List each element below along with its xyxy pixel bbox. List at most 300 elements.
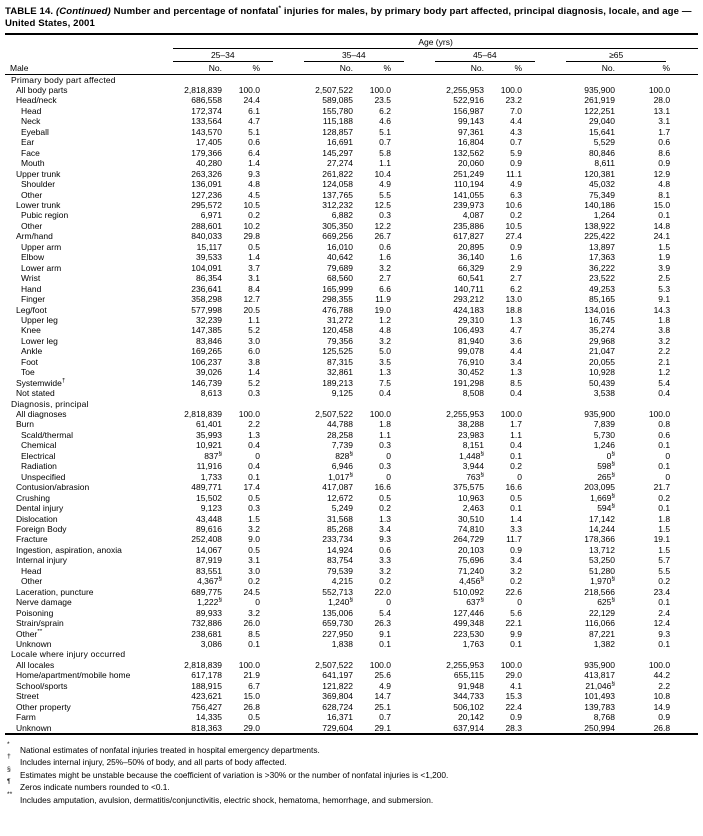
count-cell: 4,456§ xyxy=(459,576,484,587)
table-row xyxy=(5,357,698,367)
footnote-star-ref: * xyxy=(278,4,282,12)
count-cell: 16,010 xyxy=(327,241,353,252)
count-cell: 2,818,839 xyxy=(184,659,222,670)
count-cell: 31,272 xyxy=(327,314,353,325)
pct-cell: 100.0 xyxy=(648,84,671,95)
row-label: Burn xyxy=(16,419,34,430)
count-cell: 763§ xyxy=(466,471,484,482)
count-cell: 76,910 xyxy=(458,356,484,367)
pct-cell: 4.8 xyxy=(379,325,391,336)
count-cell: 39,026 xyxy=(196,367,222,378)
table-row xyxy=(5,702,698,712)
pct-cell: 0.2 xyxy=(658,492,671,503)
count-cell: 935,900 xyxy=(584,84,615,95)
count-cell: 2,507,522 xyxy=(315,84,353,95)
pct-cell: 0.1 xyxy=(658,440,671,451)
count-cell: 15,641 xyxy=(589,126,615,137)
count-cell: 818,363 xyxy=(191,722,222,733)
count-cell: 140,711 xyxy=(453,283,484,294)
count-cell: 110,194 xyxy=(453,179,484,190)
pct-cell: 11.1 xyxy=(506,168,522,179)
pct-cell: 13.0 xyxy=(505,294,522,305)
pct-cell: 12.5 xyxy=(374,199,391,210)
pct-cell: 0 xyxy=(386,471,391,482)
pct-cell: 0.9 xyxy=(658,712,671,723)
pct-cell: 4.3 xyxy=(510,126,522,137)
count-cell: 133,564 xyxy=(191,116,222,127)
pct-cell: 0.5 xyxy=(379,492,391,503)
count-cell: 79,539 xyxy=(327,565,353,576)
count-cell: 30,510 xyxy=(458,513,484,524)
pct-cell: 100.0 xyxy=(238,409,260,420)
pct-cell: 0.1 xyxy=(658,597,671,608)
pct-cell: 10.4 xyxy=(374,168,391,179)
pct-cell: 0.9 xyxy=(658,158,671,169)
pct-cell: 0.2 xyxy=(379,503,391,514)
pct-cell: 5.5 xyxy=(379,189,391,200)
row-label: Dental injury xyxy=(16,503,64,514)
count-cell: 358,298 xyxy=(191,294,222,305)
pct-cell: 8.5 xyxy=(510,377,522,388)
row-label: Lower arm xyxy=(21,262,62,273)
table-row xyxy=(5,482,698,492)
pct-cell: 100.0 xyxy=(369,659,391,670)
pct-cell: 27.4 xyxy=(505,231,522,242)
count-cell: 14,335 xyxy=(196,712,222,723)
pct-cell: 1.5 xyxy=(248,513,260,524)
row-label: Leg/foot xyxy=(16,304,47,315)
pct-cell: 0.3 xyxy=(379,210,391,221)
pct-cell: 2.1 xyxy=(658,356,671,367)
count-cell: 21,047 xyxy=(589,346,615,357)
pct-cell: 0 xyxy=(255,597,260,608)
pct-cell: 5.7 xyxy=(658,555,671,566)
pct-cell: 26.7 xyxy=(374,231,391,242)
count-cell: 125,525 xyxy=(322,346,353,357)
table-row xyxy=(5,158,698,168)
pct-cell: 2.7 xyxy=(379,273,391,284)
count-cell: 45,032 xyxy=(589,179,615,190)
table-row xyxy=(5,273,698,283)
pct-cell: 100.0 xyxy=(500,659,522,670)
pct-cell: 0.1 xyxy=(658,639,671,649)
table-row xyxy=(5,440,698,450)
count-cell: 35,993 xyxy=(196,429,222,440)
count-cell: 251,249 xyxy=(453,168,484,179)
count-cell: 51,280 xyxy=(589,565,615,576)
count-cell: 15,502 xyxy=(196,492,222,503)
pct-cell: 2.2 xyxy=(658,346,671,357)
table-row xyxy=(5,388,698,398)
pct-cell: 3.2 xyxy=(248,607,260,618)
pct-cell: 0.5 xyxy=(248,492,260,503)
pct-cell: 4.9 xyxy=(379,680,391,691)
table-row xyxy=(5,712,698,722)
pct-cell: 1.4 xyxy=(248,158,260,169)
pct-cell: 0.2 xyxy=(379,576,391,587)
pct-cell: 0.1 xyxy=(379,639,391,649)
row-label: Unknown xyxy=(16,722,52,733)
count-cell: 1,970§ xyxy=(590,576,615,587)
count-cell: 27,274 xyxy=(327,158,353,169)
row-label: Hand xyxy=(21,283,42,294)
count-cell: 2,255,953 xyxy=(446,659,484,670)
count-cell: 124,058 xyxy=(322,179,353,190)
pct-cell: 8.6 xyxy=(658,147,671,158)
pct-cell: 28.3 xyxy=(505,722,522,733)
count-cell: 23,522 xyxy=(589,273,615,284)
count-cell: 2,255,953 xyxy=(446,84,484,95)
pct-cell: 1.8 xyxy=(658,513,671,524)
count-cell: 191,298 xyxy=(453,377,484,388)
pct-cell: 0.4 xyxy=(248,440,260,451)
pct-cell: 0.7 xyxy=(379,712,391,723)
pct-cell: 18.8 xyxy=(505,304,522,315)
count-cell: 29,310 xyxy=(458,314,484,325)
pct-cell: 12.9 xyxy=(653,168,671,179)
pct-cell: 0 xyxy=(665,450,671,461)
row-label: Neck xyxy=(21,116,41,127)
row-label: Arm/hand xyxy=(16,231,53,242)
pct-cell: 3.0 xyxy=(248,335,260,346)
count-cell: 6,971 xyxy=(200,210,222,221)
pct-cell: 4.1 xyxy=(510,680,522,691)
count-cell: 66,329 xyxy=(458,262,484,273)
title-text-rest: injuries for males, by primary body part affected, principal diagnosis, locale, and age — United States, 2001 xyxy=(5,6,692,30)
pct-cell: 5.1 xyxy=(379,126,391,137)
footnote: † Includes internal injury, 25%–50% of body, and all parts of body affected. xyxy=(7,753,287,768)
count-cell: 140,186 xyxy=(584,199,615,210)
pct-cell: 0.6 xyxy=(658,137,671,148)
count-cell: 128,857 xyxy=(322,126,353,137)
table-row xyxy=(5,576,698,586)
count-cell: 577,998 xyxy=(191,304,222,315)
count-cell: 1,017§ xyxy=(328,471,353,482)
count-cell: 476,788 xyxy=(322,304,353,315)
row-label: Lower trunk xyxy=(16,199,61,210)
count-cell: 137,765 xyxy=(322,189,353,200)
pct-cell: 1.5 xyxy=(658,241,671,252)
pct-cell: 0.6 xyxy=(248,137,260,148)
pct-cell: 3.1 xyxy=(248,555,260,566)
pct-cell: 11.9 xyxy=(375,294,391,305)
table-row xyxy=(5,315,698,325)
pct-cell: 0 xyxy=(386,450,391,461)
count-cell: 17,142 xyxy=(589,513,615,524)
count-cell: 424,183 xyxy=(453,304,484,315)
pct-cell: 4.9 xyxy=(510,179,522,190)
row-label: Toe xyxy=(21,367,35,378)
row-label: Poisoning xyxy=(16,607,54,618)
count-cell: 840,033 xyxy=(191,231,222,242)
count-cell: 659,730 xyxy=(322,618,353,629)
pct-cell: 1.8 xyxy=(658,314,671,325)
pct-cell: 5.1 xyxy=(248,126,260,137)
pct-cell: 0.9 xyxy=(510,158,522,169)
pct-cell: 1.1 xyxy=(379,429,391,440)
pct-cell: 24.5 xyxy=(243,586,260,597)
row-label: All diagnoses xyxy=(16,409,67,420)
pct-cell: 3.8 xyxy=(658,325,671,336)
count-cell: 71,240 xyxy=(458,565,484,576)
row-label: Fracture xyxy=(16,534,48,545)
count-cell: 75,349 xyxy=(589,189,615,200)
pct-cell: 0.9 xyxy=(510,712,522,723)
pct-cell: 1.7 xyxy=(658,126,671,137)
footnote: ¶ Zeros indicate numbers rounded to <0.1. xyxy=(7,778,170,793)
pct-cell: 1.5 xyxy=(658,544,671,555)
count-cell: 1,448§ xyxy=(459,450,484,461)
count-cell: 169,265 xyxy=(191,346,222,357)
count-cell: 85,268 xyxy=(327,524,353,535)
table-row xyxy=(5,221,698,231)
pct-cell: 3.8 xyxy=(248,356,260,367)
row-label: Radiation xyxy=(21,461,57,472)
count-cell: 85,165 xyxy=(589,294,615,305)
count-cell: 74,810 xyxy=(458,524,484,535)
pct-cell: 6.0 xyxy=(248,346,260,357)
count-cell: 121,822 xyxy=(322,680,353,691)
pct-cell: 5.5 xyxy=(658,565,671,576)
pct-cell: 0.5 xyxy=(248,241,260,252)
count-cell: 489,771 xyxy=(191,482,222,493)
pct-cell: 0.2 xyxy=(510,210,522,221)
row-label: Nerve damage xyxy=(16,597,72,608)
count-cell: 172,374 xyxy=(191,105,222,116)
pct-cell: 2.2 xyxy=(248,419,260,430)
pct-cell: 1.1 xyxy=(379,158,391,169)
count-cell: 8,508 xyxy=(462,388,484,399)
count-cell: 101,493 xyxy=(584,691,615,702)
count-cell: 732,886 xyxy=(191,618,222,629)
pct-cell: 5.0 xyxy=(379,346,391,357)
pct-cell: 100.0 xyxy=(238,84,260,95)
count-cell: 106,237 xyxy=(191,356,222,367)
count-cell: 261,822 xyxy=(322,168,353,179)
table-row xyxy=(5,660,698,670)
row-label: Upper arm xyxy=(21,241,62,252)
row-label: Dislocation xyxy=(16,513,58,524)
table-row xyxy=(5,116,698,126)
footnote: § Estimates might be unstable because the coefficient of variation is >30% or the number of nonfatal injuries is <1,200. xyxy=(7,765,449,780)
pct-cell: 29.8 xyxy=(243,231,260,242)
pct-cell: 1.9 xyxy=(658,252,671,263)
count-cell: 49,253 xyxy=(589,283,615,294)
pct-cell: 22.1 xyxy=(505,618,522,629)
count-cell: 298,355 xyxy=(322,294,353,305)
pct-cell: 0.4 xyxy=(379,388,391,399)
row-label: Face xyxy=(21,147,40,158)
row-label: Laceration, puncture xyxy=(16,586,94,597)
count-cell: 86,354 xyxy=(196,273,222,284)
statistics-table xyxy=(5,36,698,736)
count-cell: 20,055 xyxy=(589,356,615,367)
count-cell: 3,086 xyxy=(200,639,222,649)
pct-cell: 8.4 xyxy=(248,283,260,294)
row-label: Head xyxy=(21,565,42,576)
no-column-header: No. xyxy=(435,62,490,75)
pct-cell: 10.5 xyxy=(243,199,260,210)
pct-cell: 5.2 xyxy=(248,325,260,336)
count-cell: 75,696 xyxy=(458,555,484,566)
pct-cell: 4.4 xyxy=(510,346,522,357)
count-cell: 132,562 xyxy=(453,147,484,158)
table-row xyxy=(5,691,698,701)
pct-cell: 4.4 xyxy=(510,116,522,127)
pct-cell: 5.4 xyxy=(658,377,671,388)
spacer-cell xyxy=(5,48,173,62)
pct-cell: 4.5 xyxy=(248,189,260,200)
count-cell: 104,091 xyxy=(191,262,222,273)
pct-cell: 1.4 xyxy=(248,367,260,378)
count-cell: 17,405 xyxy=(196,137,222,148)
pct-cell: 15.3 xyxy=(505,691,522,702)
pct-cell: 3.2 xyxy=(658,335,671,346)
pct-cell: 0.1 xyxy=(510,639,522,649)
pct-cell: 0.9 xyxy=(510,241,522,252)
table-title xyxy=(5,6,698,35)
pct-cell: 3.3 xyxy=(379,555,391,566)
pct-cell: 0.2 xyxy=(658,576,671,587)
count-cell: 238,681 xyxy=(191,628,222,639)
pct-cell: 0.6 xyxy=(379,544,391,555)
table-row xyxy=(5,587,698,597)
pct-cell: 1.6 xyxy=(510,252,522,263)
count-cell: 179,366 xyxy=(191,147,222,158)
pct-cell: 1.5 xyxy=(658,524,671,535)
pct-cell: 100.0 xyxy=(500,409,522,420)
count-cell: 344,733 xyxy=(453,691,484,702)
count-cell: 641,197 xyxy=(322,670,353,681)
pct-cell: 3.2 xyxy=(248,524,260,535)
pct-cell: 3.2 xyxy=(379,565,391,576)
pct-cell: 4.6 xyxy=(379,116,391,127)
count-cell: 935,900 xyxy=(584,659,615,670)
count-cell: 655,115 xyxy=(453,670,484,681)
count-cell: 625§ xyxy=(597,597,615,608)
count-cell: 417,087 xyxy=(322,482,353,493)
count-cell: 9,125 xyxy=(331,388,353,399)
table-row xyxy=(5,524,698,534)
row-label: Systemwide† xyxy=(16,377,66,388)
pct-cell: 0.1 xyxy=(658,503,671,514)
count-cell: 689,775 xyxy=(191,586,222,597)
pct-cell: 26.0 xyxy=(243,618,260,629)
pct-cell: 2.5 xyxy=(658,273,671,284)
pct-cell: 25.6 xyxy=(374,670,391,681)
count-cell: 598§ xyxy=(597,461,615,472)
table-row xyxy=(5,231,698,241)
count-cell: 115,188 xyxy=(322,116,353,127)
count-cell: 8,613 xyxy=(200,388,222,399)
count-cell: 1,669§ xyxy=(590,492,615,503)
count-cell: 1,240§ xyxy=(328,597,353,608)
pct-cell: 4.8 xyxy=(248,179,260,190)
count-cell: 81,940 xyxy=(458,335,484,346)
pct-cell: 3.4 xyxy=(510,555,522,566)
row-label: Head/neck xyxy=(16,95,57,106)
count-cell: 15,117 xyxy=(196,241,222,252)
pct-cell: 6.2 xyxy=(510,283,522,294)
count-cell: 2,507,522 xyxy=(315,409,353,420)
table-row xyxy=(5,545,698,555)
section-row xyxy=(5,74,698,85)
pct-cell: 12.7 xyxy=(243,294,260,305)
pct-cell: 15.0 xyxy=(653,199,671,210)
pct-cell: 0.5 xyxy=(248,712,260,723)
pct-cell: 0.8 xyxy=(658,419,671,430)
pct-cell: 0.6 xyxy=(658,429,671,440)
table-row xyxy=(5,723,698,734)
count-cell: 756,427 xyxy=(191,701,222,712)
pct-cell: 1.3 xyxy=(379,513,391,524)
age-group-65-plus: ≥65 xyxy=(566,48,698,62)
pct-cell: 0.1 xyxy=(510,450,522,461)
pct-cell: 9.1 xyxy=(658,294,671,305)
count-cell: 7,739 xyxy=(331,440,353,451)
pct-cell: 14.9 xyxy=(653,701,671,712)
table-row xyxy=(5,106,698,116)
table-row xyxy=(5,670,698,680)
table-row xyxy=(5,461,698,471)
count-cell: 122,251 xyxy=(584,105,615,116)
pct-cell: 20.5 xyxy=(243,304,260,315)
count-cell: 32,861 xyxy=(327,367,353,378)
pct-cell: 22.4 xyxy=(505,701,522,712)
count-cell: 4,087 xyxy=(462,210,484,221)
pct-cell: 3.0 xyxy=(248,565,260,576)
pct-cell: 100.0 xyxy=(500,84,522,95)
footnote: ** Includes amputation, avulsion, dermatitis/conjunctivitis, electric shock, hematoma, hemorrhage, and submersion. xyxy=(7,790,434,805)
table-row xyxy=(5,629,698,639)
count-cell: 686,558 xyxy=(191,95,222,106)
pct-cell: 0.7 xyxy=(379,137,391,148)
pct-cell: 15.0 xyxy=(243,691,260,702)
count-cell: 1,264 xyxy=(593,210,615,221)
pct-cell: 16.6 xyxy=(374,482,391,493)
pct-cell: 0 xyxy=(665,471,671,482)
pct-column-header: % xyxy=(359,62,435,75)
count-cell: 141,055 xyxy=(453,189,484,200)
table-row xyxy=(5,284,698,294)
pct-cell: 0.6 xyxy=(379,241,391,252)
count-cell: 837§ xyxy=(204,450,222,461)
count-cell: 35,274 xyxy=(589,325,615,336)
row-label: Other xyxy=(21,220,43,231)
row-label: Ingestion, aspiration, anoxia xyxy=(16,544,122,555)
sex-row-label: Male xyxy=(5,62,173,75)
count-cell: 87,221 xyxy=(589,628,615,639)
row-label: Unknown xyxy=(16,639,52,649)
spacer-cell xyxy=(5,36,173,49)
table-number: TABLE 14. xyxy=(5,6,54,17)
count-cell: 295,572 xyxy=(191,199,222,210)
pct-cell: 1.3 xyxy=(510,367,522,378)
pct-cell: 0 xyxy=(517,597,522,608)
pct-cell: 3.4 xyxy=(379,524,391,535)
pct-cell: 100.0 xyxy=(369,84,391,95)
count-cell: 8,768 xyxy=(593,712,615,723)
table-row xyxy=(5,681,698,691)
table-header xyxy=(5,36,698,75)
pct-cell: 26.8 xyxy=(243,701,260,712)
pct-cell: 7.0 xyxy=(510,105,522,116)
count-cell: 138,922 xyxy=(584,220,615,231)
count-cell: 178,366 xyxy=(584,534,615,545)
count-cell: 83,754 xyxy=(327,555,353,566)
count-cell: 6,882 xyxy=(331,210,353,221)
pct-cell: 22.6 xyxy=(505,586,522,597)
